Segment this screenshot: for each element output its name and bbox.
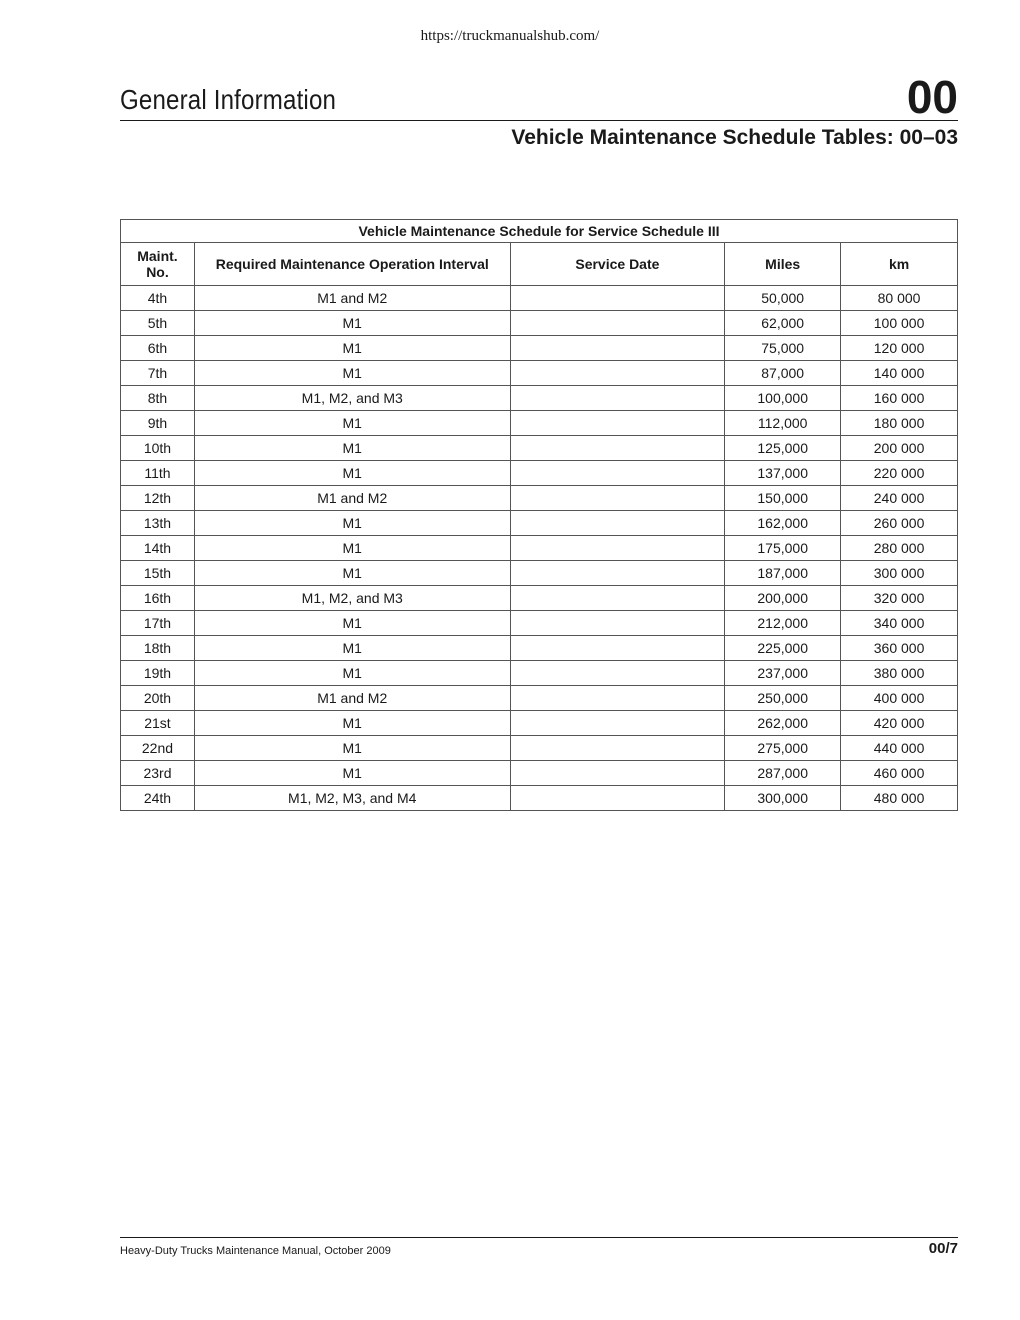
cell-interval: M1, M2, and M3 [194, 586, 510, 611]
table-row [121, 586, 958, 611]
cell-maint-no: 6th [121, 336, 195, 361]
cell-interval: M1 [194, 636, 510, 661]
cell-service-date[interactable] [510, 311, 725, 336]
cell-maint-no: 23rd [121, 761, 195, 786]
table-row [121, 736, 958, 761]
cell-maint-no: 22nd [121, 736, 195, 761]
cell-miles: 262,000 [725, 711, 841, 736]
cell-service-date[interactable] [510, 711, 725, 736]
header-maint-no [121, 243, 195, 286]
header-service-date: Service Date [510, 243, 725, 286]
cell-interval: M1 [194, 561, 510, 586]
cell-miles: 75,000 [725, 336, 841, 361]
cell-interval: M1 [194, 336, 510, 361]
cell-service-date[interactable] [510, 361, 725, 386]
header-miles: Miles [725, 243, 841, 286]
cell-miles: 225,000 [725, 636, 841, 661]
source-url[interactable]: https://truckmanualshub.com/ [420, 28, 600, 44]
cell-service-date[interactable] [510, 636, 725, 661]
cell-km: 340 000 [841, 611, 958, 636]
table-row [121, 561, 958, 586]
table-row [121, 636, 958, 661]
maintenance-schedule-table [120, 219, 958, 811]
cell-service-date[interactable] [510, 686, 725, 711]
table-row [121, 311, 958, 336]
table-row [121, 436, 958, 461]
cell-km: 420 000 [841, 711, 958, 736]
cell-interval: M1 [194, 536, 510, 561]
cell-interval: M1 [194, 661, 510, 686]
table-row [121, 461, 958, 486]
cell-service-date[interactable] [510, 486, 725, 511]
cell-maint-no: 15th [121, 561, 195, 586]
cell-service-date[interactable] [510, 761, 725, 786]
cell-km: 300 000 [841, 561, 958, 586]
table-row [121, 761, 958, 786]
cell-miles: 175,000 [725, 536, 841, 561]
cell-km: 400 000 [841, 686, 958, 711]
cell-km: 460 000 [841, 761, 958, 786]
table-row [121, 661, 958, 686]
cell-maint-no: 7th [121, 361, 195, 386]
cell-interval: M1 [194, 311, 510, 336]
cell-km: 480 000 [841, 786, 958, 811]
cell-miles: 112,000 [725, 411, 841, 436]
cell-km: 80 000 [841, 286, 958, 311]
table-row [121, 786, 958, 811]
cell-maint-no: 8th [121, 386, 195, 411]
header-km: km [841, 243, 958, 286]
cell-km: 120 000 [841, 336, 958, 361]
table-row [121, 286, 958, 311]
table-header-row [121, 243, 958, 286]
cell-maint-no: 5th [121, 311, 195, 336]
cell-km: 100 000 [841, 311, 958, 336]
cell-interval: M1 [194, 711, 510, 736]
cell-miles: 87,000 [725, 361, 841, 386]
cell-km: 220 000 [841, 461, 958, 486]
cell-interval: M1 [194, 461, 510, 486]
table-row [121, 361, 958, 386]
cell-maint-no: 19th [121, 661, 195, 686]
cell-service-date[interactable] [510, 661, 725, 686]
cell-service-date[interactable] [510, 736, 725, 761]
cell-service-date[interactable] [510, 586, 725, 611]
cell-km: 260 000 [841, 511, 958, 536]
cell-interval: M1 and M2 [194, 486, 510, 511]
cell-miles: 100,000 [725, 386, 841, 411]
cell-km: 320 000 [841, 586, 958, 611]
cell-km: 440 000 [841, 736, 958, 761]
cell-interval: M1 and M2 [194, 686, 510, 711]
cell-interval: M1 [194, 436, 510, 461]
cell-maint-no: 21st [121, 711, 195, 736]
cell-service-date[interactable] [510, 436, 725, 461]
cell-maint-no: 17th [121, 611, 195, 636]
section-title: General Information [120, 84, 337, 115]
header-interval: Required Maintenance Operation Interval [194, 243, 510, 286]
cell-service-date[interactable] [510, 411, 725, 436]
cell-maint-no: 14th [121, 536, 195, 561]
cell-maint-no: 9th [121, 411, 195, 436]
table-row [121, 611, 958, 636]
cell-maint-no: 10th [121, 436, 195, 461]
cell-maint-no: 18th [121, 636, 195, 661]
cell-interval: M1, M2, and M3 [194, 386, 510, 411]
cell-miles: 150,000 [725, 486, 841, 511]
cell-miles: 200,000 [725, 586, 841, 611]
cell-km: 140 000 [841, 361, 958, 386]
cell-interval: M1 [194, 736, 510, 761]
cell-interval: M1 [194, 411, 510, 436]
cell-miles: 62,000 [725, 311, 841, 336]
cell-service-date[interactable] [510, 286, 725, 311]
table-row [121, 486, 958, 511]
footer-divider [120, 1237, 958, 1238]
table-row [121, 536, 958, 561]
cell-interval: M1 [194, 611, 510, 636]
page-header [120, 70, 958, 121]
cell-km: 200 000 [841, 436, 958, 461]
cell-miles: 250,000 [725, 686, 841, 711]
cell-service-date[interactable] [510, 336, 725, 361]
cell-miles: 125,000 [725, 436, 841, 461]
cell-maint-no: 12th [121, 486, 195, 511]
cell-service-date[interactable] [510, 461, 725, 486]
cell-service-date[interactable] [510, 536, 725, 561]
cell-maint-no: 16th [121, 586, 195, 611]
cell-maint-no: 20th [121, 686, 195, 711]
cell-km: 240 000 [841, 486, 958, 511]
cell-miles: 237,000 [725, 661, 841, 686]
table-caption: Vehicle Maintenance Schedule for Service Schedule III [121, 220, 958, 243]
cell-interval: M1, M2, M3, and M4 [194, 786, 510, 811]
cell-km: 360 000 [841, 636, 958, 661]
cell-interval: M1 [194, 361, 510, 386]
cell-service-date[interactable] [510, 386, 725, 411]
table-row [121, 336, 958, 361]
footer-manual-title: Heavy-Duty Trucks Maintenance Manual, October 2009 [120, 1245, 391, 1257]
cell-maint-no: 11th [121, 461, 195, 486]
cell-service-date[interactable] [510, 611, 725, 636]
cell-miles: 275,000 [725, 736, 841, 761]
cell-km: 280 000 [841, 536, 958, 561]
table-row [121, 711, 958, 736]
cell-miles: 300,000 [725, 786, 841, 811]
cell-service-date[interactable] [510, 561, 725, 586]
cell-service-date[interactable] [510, 786, 725, 811]
table-row [121, 411, 958, 436]
cell-miles: 287,000 [725, 761, 841, 786]
cell-miles: 187,000 [725, 561, 841, 586]
cell-maint-no: 24th [121, 786, 195, 811]
cell-miles: 212,000 [725, 611, 841, 636]
cell-service-date[interactable] [510, 511, 725, 536]
cell-miles: 137,000 [725, 461, 841, 486]
cell-interval: M1 [194, 511, 510, 536]
footer-page-number: 00/7 [928, 1240, 958, 1257]
header-maint-no-label: Maint. No. [137, 248, 178, 280]
table-row [121, 511, 958, 536]
cell-km: 160 000 [841, 386, 958, 411]
cell-maint-no: 4th [121, 286, 195, 311]
table-row [121, 686, 958, 711]
page-subtitle: Vehicle Maintenance Schedule Tables: 00–03 [511, 126, 958, 149]
cell-maint-no: 13th [121, 511, 195, 536]
table-body [121, 286, 958, 811]
table-row [121, 386, 958, 411]
cell-interval: M1 [194, 761, 510, 786]
cell-km: 180 000 [841, 411, 958, 436]
cell-miles: 50,000 [725, 286, 841, 311]
cell-interval: M1 and M2 [194, 286, 510, 311]
cell-miles: 162,000 [725, 511, 841, 536]
cell-km: 380 000 [841, 661, 958, 686]
section-number: 00 [906, 71, 958, 123]
